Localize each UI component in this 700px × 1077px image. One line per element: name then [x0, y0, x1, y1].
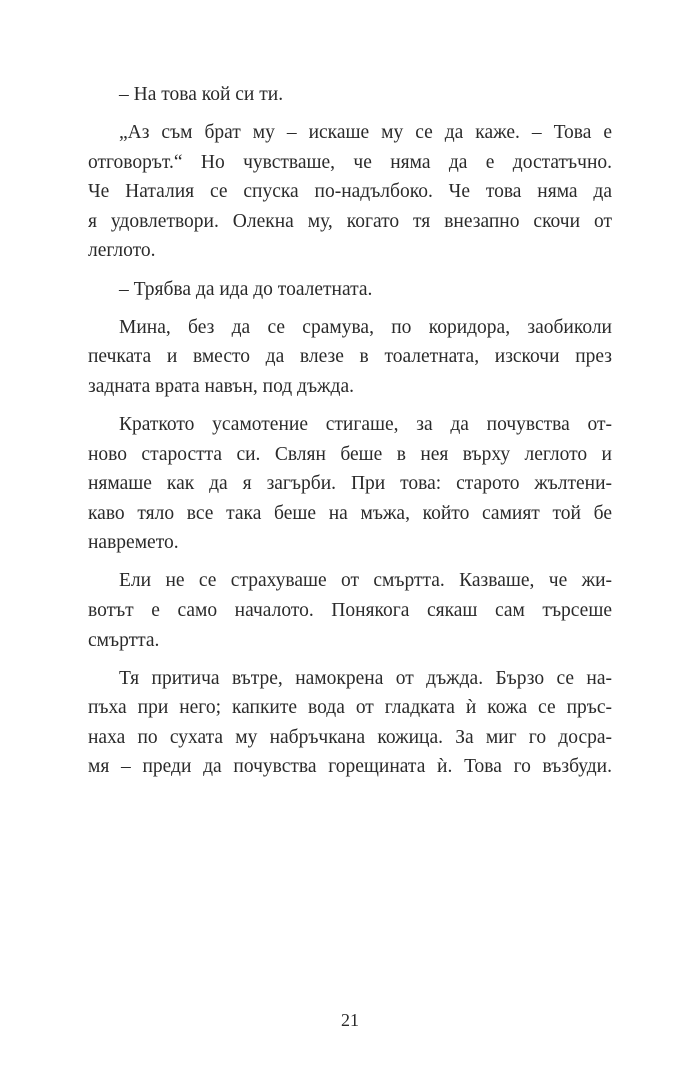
paragraph-5-line-4: каво тяло все така беше на мъжа, който самият той бе — [88, 502, 612, 524]
paragraph-6-line-2: вотът е само началото. Понякога сякаш сам търсеше — [88, 600, 612, 621]
paragraph-5-line-2: ново старостта си. Свлян беше в нея върху леглото и — [88, 443, 612, 465]
body-text — [88, 80, 612, 782]
paragraph-2-line-5: леглото. — [88, 240, 156, 262]
paragraph-4-line-1: Мина, без да се срамува, по коридора, заобиколи — [119, 316, 612, 338]
paragraph-7-line-4: мя – преди да почувства горещината ѝ. Това го възбуди. — [88, 756, 612, 778]
paragraph-2-line-1: „Аз съм брат му – искаше му се да каже. – Това е — [119, 122, 612, 144]
page-number: 21 — [341, 1010, 359, 1030]
paragraph-6-line-3: смъртта. — [88, 629, 160, 651]
paragraph-5-line-1: Краткото усамотение стигаше, за да почувства от- — [119, 413, 612, 435]
paragraph-7-line-1: Тя притича вътре, намокрена от дъжда. Бързо се на- — [119, 667, 612, 689]
paragraph-2-line-3: Че Наталия се спуска по-надълбоко. Че това няма да — [88, 181, 612, 203]
paragraph-2-line-2: отговорът.“ Но чувстваше, че няма да е достатъчно. — [88, 151, 612, 173]
paragraph-7-line-3: наха по сухата му набръчкана кожица. За миг го досра- — [88, 726, 612, 748]
paragraph-6-line-1: Ели не се страхуваше от смъртта. Казваше, че жи- — [119, 570, 612, 592]
paragraph-5-line-3: нямаше как да я загърби. При това: старото жълтени- — [88, 473, 612, 495]
paragraph-2-line-4: я удовлетвори. Олекна му, когато тя внезапно скочи от — [88, 210, 612, 232]
paragraph-4-line-3: задната врата навън, под дъжда. — [88, 375, 354, 397]
paragraph-5-line-5: навремето. — [88, 532, 179, 554]
paragraph-4-line-2: печката и вместо да влезе в тоалетната, изскочи през — [88, 346, 612, 368]
paragraph-1-line-1: – На това кой си ти. — [119, 84, 284, 105]
paragraph-7-line-2: пъха при него; капките вода от гладката ѝ кожа се пръс- — [88, 697, 612, 719]
paragraph-3-line-1: – Трябва да ида до тоалетната. — [119, 278, 373, 300]
